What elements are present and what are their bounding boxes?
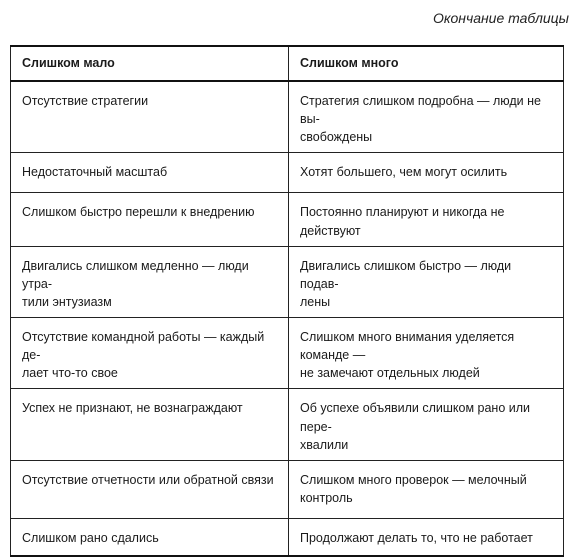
comparison-table bbox=[10, 45, 564, 557]
cell-too-little: Успех не признают, не вознаграждают bbox=[11, 389, 289, 460]
header-too-little: Слишком мало bbox=[11, 46, 289, 81]
table-row bbox=[11, 153, 564, 193]
cell-too-much: Постоянно планируют и никогда не действуют bbox=[289, 193, 564, 246]
cell-too-little: Отсутствие стратегии bbox=[11, 81, 289, 153]
table-continuation-caption: Окончание таблицы bbox=[432, 10, 569, 26]
cell-too-much: Слишком много проверок — мелочный контроль bbox=[289, 460, 564, 518]
cell-too-little: Отсутствие командной работы — каждый де- лает что-то свое bbox=[11, 318, 289, 389]
cell-too-much: Продолжают делать то, что не работает bbox=[289, 518, 564, 556]
table-header-row bbox=[11, 46, 564, 81]
cell-too-little: Слишком рано сдались bbox=[11, 518, 289, 556]
cell-too-little: Недостаточный масштаб bbox=[11, 153, 289, 193]
cell-too-little: Отсутствие отчетности или обратной связи bbox=[11, 460, 289, 518]
cell-too-little: Двигались слишком медленно — люди утра- тили энтузиазм bbox=[11, 246, 289, 317]
cell-too-much: Хотят большего, чем могут осилить bbox=[289, 153, 564, 193]
table-row bbox=[11, 518, 564, 556]
cell-too-little: Слишком быстро перешли к внедрению bbox=[11, 193, 289, 246]
table-row bbox=[11, 318, 564, 389]
table-row bbox=[11, 246, 564, 317]
cell-too-much: Стратегия слишком подробна — люди не вы- свобождены bbox=[289, 81, 564, 153]
table-row bbox=[11, 81, 564, 153]
table-row bbox=[11, 460, 564, 518]
cell-too-much: Об успехе объявили слишком рано или пере- хвалили bbox=[289, 389, 564, 460]
cell-too-much: Двигались слишком быстро — люди подав- лены bbox=[289, 246, 564, 317]
cell-too-much: Слишком много внимания уделяется команде — не замечают отдельных людей bbox=[289, 318, 564, 389]
header-too-much: Слишком много bbox=[289, 46, 564, 81]
table-row bbox=[11, 193, 564, 246]
table-row bbox=[11, 389, 564, 460]
